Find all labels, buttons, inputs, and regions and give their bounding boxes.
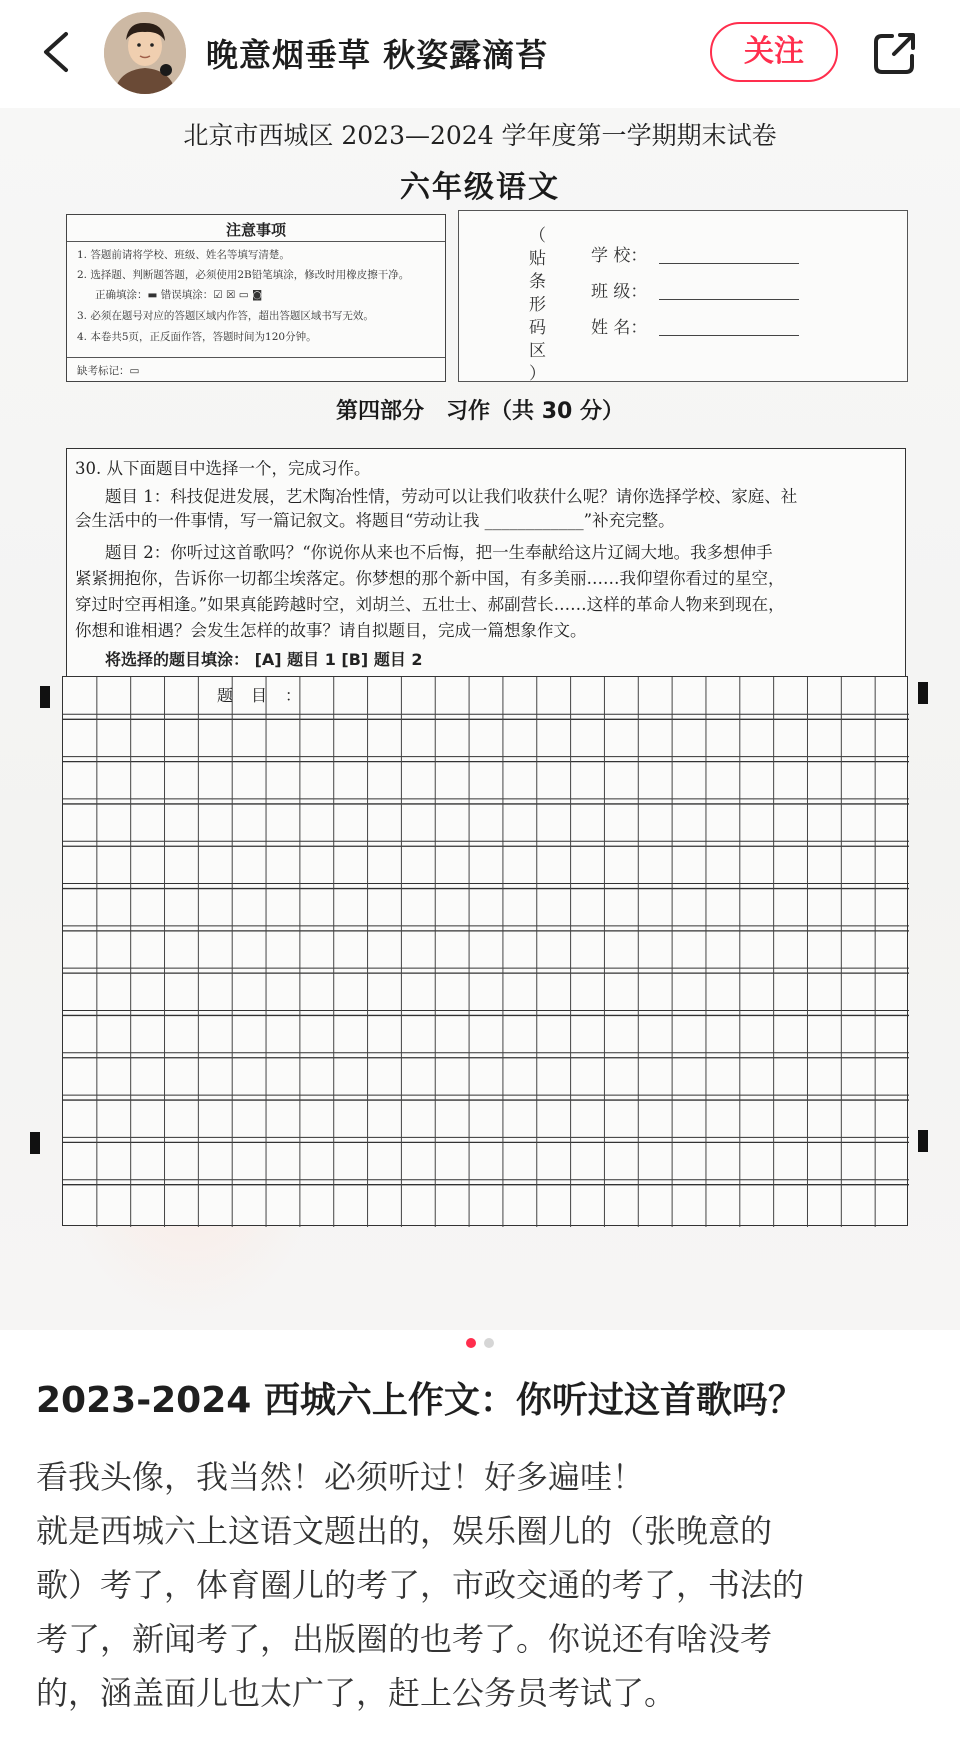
back-button[interactable]	[36, 26, 80, 78]
question-line: 穿过时空再相逢。”如果真能跨越时空，刘胡兰、五壮士、郝副营长……这样的革命人物来到现在，	[75, 595, 785, 614]
share-icon	[868, 26, 922, 80]
barcode-area-label	[529, 225, 549, 386]
barcode-char: （	[529, 226, 546, 246]
post-body	[36, 1450, 926, 1720]
barcode-char: 形	[529, 295, 546, 315]
question-line: 题目 2：你听过这首歌吗？“你说你从来也不后悔，把一生奉献给这片辽阔大地。我多想伸手	[105, 543, 773, 562]
name-label: 姓 名：	[591, 318, 648, 338]
top-bar	[0, 0, 960, 108]
notes-line: 3. 必须在题号对应的答题区域内作答，超出答题区域书写无效。	[77, 310, 374, 322]
registration-mark	[40, 686, 50, 708]
follow-button[interactable]: 关注	[710, 22, 838, 82]
notes-line: 1. 答题前请将学校、班级、姓名等填写清楚。	[77, 249, 290, 261]
notes-line: 2. 选择题、判断题答题，必须使用2B铅笔填涂，修改时用橡皮擦干净。	[77, 269, 410, 281]
avatar[interactable]	[104, 12, 186, 94]
notes-line: 正确填涂：▬ 错误填涂：☑ ☒ ▭ ◙	[95, 289, 263, 301]
divider	[67, 241, 445, 242]
barcode-char: 码	[529, 318, 546, 338]
school-label: 学 校：	[591, 246, 648, 266]
avatar-portrait-icon	[104, 12, 186, 94]
post-line: 就是西城六上这语文题出的，娱乐圈儿的（张晚意的	[36, 1512, 773, 1550]
registration-mark	[918, 1130, 928, 1152]
part-title: 第四部分 习作（共 30 分）	[336, 399, 624, 424]
post-line: 考了，新闻考了，出版圈的也考了。你说还有啥没考	[36, 1620, 773, 1658]
share-button[interactable]	[868, 26, 922, 80]
chevron-left-icon	[36, 26, 80, 78]
registration-mark	[918, 682, 928, 704]
exam-title: 北京市西城区 2023—2024 学年度第一学期期末试卷	[183, 121, 777, 150]
registration-mark	[30, 1132, 40, 1154]
grid-title-char: 题	[217, 686, 234, 705]
essay-grid	[62, 676, 908, 1226]
class-label: 班 级：	[591, 282, 648, 302]
notes-line: 4. 本卷共5页，正反面作答，答题时间为120分钟。	[77, 331, 317, 343]
barcode-char: ）	[529, 364, 546, 384]
exam-subtitle: 六年级语文	[400, 170, 560, 205]
notes-box	[66, 214, 446, 382]
student-info-box	[458, 210, 908, 382]
barcode-char: 区	[529, 341, 546, 361]
barcode-char: 贴	[529, 249, 546, 269]
question-line: 会生活中的一件事情，写一篇记叙文。将题目“劳动让我 ____________”补充完整。	[75, 511, 675, 530]
grid-lines	[63, 677, 909, 1227]
carousel-indicator	[0, 1338, 960, 1352]
question-box	[66, 448, 906, 676]
question-line: 紧紧拥抱你，告诉你一切都尘埃落定。你梦想的那个新中国，有多美丽……我仰望你看过的星空，	[75, 569, 785, 588]
absent-mark-label: 缺考标记：▭	[77, 365, 140, 377]
question-line: 你想和谁相遇？会发生怎样的故事？请自拟题目，完成一篇想象作文。	[75, 621, 587, 640]
name-blank	[659, 335, 799, 336]
username[interactable]: 晚意烟垂草 秋姿露滴苔	[206, 36, 549, 74]
school-blank	[659, 263, 799, 264]
carousel-dot[interactable]	[466, 1338, 476, 1348]
barcode-char: 条	[529, 272, 546, 292]
notes-heading: 注意事项	[225, 221, 286, 239]
post-line: 歌）考了，体育圈儿的考了，市政交通的考了，书法的	[36, 1566, 805, 1604]
question-line: 题目 1：科技促进发展，艺术陶冶性情，劳动可以让我们收获什么呢？请你选择学校、家庭、社	[105, 487, 798, 506]
post-line: 的，涵盖面儿也太广了，赶上公务员考试了。	[36, 1674, 677, 1712]
post-title: 2023-2024 西城六上作文：你听过这首歌吗？	[36, 1380, 804, 1421]
post-line: 看我头像，我当然！必须听过！好多遍哇！	[36, 1458, 645, 1496]
grid-title-char: 目	[251, 686, 268, 705]
carousel-dot[interactable]	[484, 1338, 494, 1348]
grid-title-char: ：	[285, 686, 302, 705]
question-line: 30. 从下面题目中选择一个，完成习作。	[75, 459, 371, 478]
question-line: 将选择的题目填涂： [A] 题目 1 [B] 题目 2	[105, 650, 423, 669]
divider	[67, 357, 445, 358]
class-blank	[659, 299, 799, 300]
exam-photo[interactable]	[0, 108, 960, 1330]
